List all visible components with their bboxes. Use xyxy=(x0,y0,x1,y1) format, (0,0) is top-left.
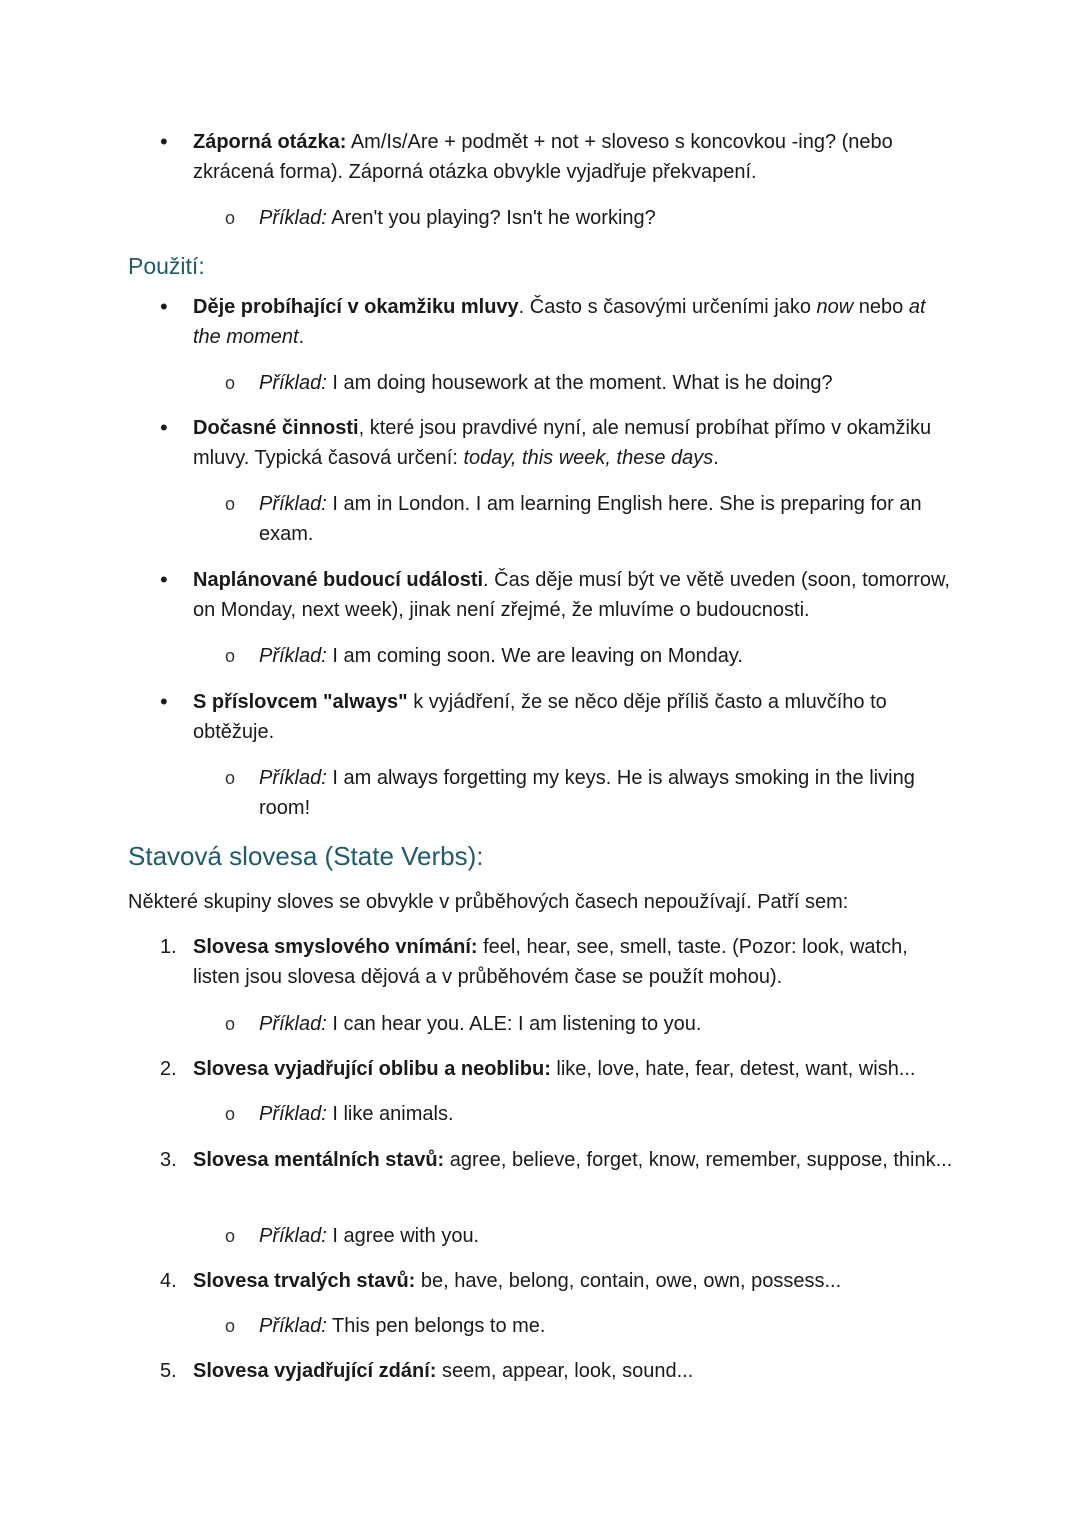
list-item-state-2 xyxy=(193,1054,953,1084)
item-text: feel, hear, see, smell, taste. (Pozor: look, watch, listen jsou slovesa dějová a v průběhovém čase se použít mohou). xyxy=(193,936,908,988)
item-text: . xyxy=(713,447,719,469)
example-line xyxy=(259,641,959,671)
list-item-state-5 xyxy=(193,1356,953,1386)
example-text: I am always forgetting my keys. He is always smoking in the living room! xyxy=(259,767,915,819)
example-label: Příklad: xyxy=(259,207,327,229)
item-italic: today, this week, these days xyxy=(463,447,714,469)
bullet-icon: • xyxy=(160,415,168,440)
term-label: Naplánované budoucí události xyxy=(193,569,484,591)
example-label: Příklad: xyxy=(259,645,327,667)
example-line xyxy=(259,368,959,398)
example-line xyxy=(259,1099,959,1129)
sub-bullet-icon: o xyxy=(225,494,236,514)
bullet-icon: • xyxy=(160,567,168,592)
example-line xyxy=(259,763,959,823)
term-label: Děje probíhající v okamžiku mluvy xyxy=(193,296,519,318)
item-italic: now xyxy=(816,296,854,318)
sub-bullet-icon: o xyxy=(225,646,236,666)
term-label: Slovesa trvalých stavů: xyxy=(193,1270,416,1292)
term-label: Slovesa vyjadřující oblibu a neoblibu: xyxy=(193,1058,551,1080)
sub-bullet-icon: o xyxy=(225,208,236,228)
list-number: 1. xyxy=(160,936,177,958)
example-text: This pen belongs to me. xyxy=(326,1315,546,1337)
list-item-pouziti-4 xyxy=(193,687,953,747)
list-item-pouziti-3 xyxy=(193,565,953,625)
list-item-state-1 xyxy=(193,932,953,992)
item-text: . xyxy=(298,326,305,348)
list-number: 3. xyxy=(160,1149,177,1171)
section-heading-pouziti: Použití: xyxy=(128,253,205,279)
item-text: seem, appear, look, sound... xyxy=(436,1360,694,1382)
example-line xyxy=(259,1009,959,1039)
item-text: be, have, belong, contain, owe, own, possess... xyxy=(415,1270,842,1292)
section-heading-state-verbs: Stavová slovesa (State Verbs): xyxy=(128,841,484,871)
example-label: Příklad: xyxy=(259,767,327,789)
example-text: I like animals. xyxy=(326,1103,454,1125)
bullet-icon: • xyxy=(160,294,168,319)
term-label: Dočasné činnosti xyxy=(193,417,359,439)
example-text: I am doing housework at the moment. What is he doing? xyxy=(326,372,833,394)
item-text: agree, believe, forget, know, remember, suppose, think... xyxy=(444,1149,953,1171)
list-item-zaporna xyxy=(193,127,953,187)
bullet-icon: • xyxy=(160,689,168,714)
item-text: nebo xyxy=(853,296,909,318)
item-text: k vyjádření, že se něco děje příliš často a mluvčího to obtěžuje. xyxy=(193,691,887,743)
list-item-pouziti-2 xyxy=(193,413,953,473)
item-italic: at the moment xyxy=(193,296,926,348)
list-number: 5. xyxy=(160,1360,177,1382)
term-label: S příslovcem "always" xyxy=(193,691,408,713)
list-item-pouziti-1 xyxy=(193,292,953,352)
list-item-state-4 xyxy=(193,1266,953,1296)
example-label: Příklad: xyxy=(259,493,327,515)
example-line xyxy=(259,203,959,233)
example-line xyxy=(259,1221,959,1251)
item-text: , které jsou pravdivé nyní, ale nemusí probíhat přímo v okamžiku mluvy. Typická časová určení: xyxy=(193,417,932,469)
list-number: 2. xyxy=(160,1058,177,1080)
example-text: I am coming soon. We are leaving on Monday. xyxy=(326,645,743,667)
sub-bullet-icon: o xyxy=(225,1014,236,1034)
example-label: Příklad: xyxy=(259,1013,327,1035)
example-text: Aren't you playing? Isn't he working? xyxy=(326,207,656,229)
example-label: Příklad: xyxy=(259,1225,327,1247)
example-label: Příklad: xyxy=(259,1103,327,1125)
list-item-state-3 xyxy=(193,1145,953,1175)
example-text: I agree with you. xyxy=(326,1225,480,1247)
example-label: Příklad: xyxy=(259,372,327,394)
state-intro: Některé skupiny sloves se obvykle v průběhových časech nepoužívají. Patří sem: xyxy=(128,891,849,913)
sub-bullet-icon: o xyxy=(225,768,236,788)
term-label: Slovesa mentálních stavů: xyxy=(193,1149,445,1171)
term-label: Slovesa vyjadřující zdání: xyxy=(193,1360,437,1382)
list-number: 4. xyxy=(160,1270,177,1292)
example-line xyxy=(259,489,959,549)
bullet-icon: • xyxy=(160,129,168,154)
term-label: Slovesa smyslového vnímání: xyxy=(193,936,478,958)
sub-bullet-icon: o xyxy=(225,1316,236,1336)
item-text: like, love, hate, fear, detest, want, wish... xyxy=(550,1058,916,1080)
example-line xyxy=(259,1311,959,1341)
item-text: . Čas děje musí být ve větě uveden (soon, tomorrow, on Monday, next week), jinak není zřejmé, že mluvíme o budoucnosti. xyxy=(193,569,950,621)
example-label: Příklad: xyxy=(259,1315,327,1337)
item-text: . Často s časovými určeními jako xyxy=(518,296,817,318)
item-text: Am/Is/Are + podmět + not + sloveso s koncovkou -ing? (nebo zkrácená forma). Záporná otázka obvykle vyjadřuje překvapení. xyxy=(193,131,893,183)
example-text: I can hear you. ALE: I am listening to you. xyxy=(326,1013,702,1035)
sub-bullet-icon: o xyxy=(225,1104,236,1124)
example-text: I am in London. I am learning English here. She is preparing for an exam. xyxy=(259,493,922,545)
sub-bullet-icon: o xyxy=(225,1226,236,1246)
sub-bullet-icon: o xyxy=(225,373,236,393)
term-label: Záporná otázka: xyxy=(193,131,347,153)
